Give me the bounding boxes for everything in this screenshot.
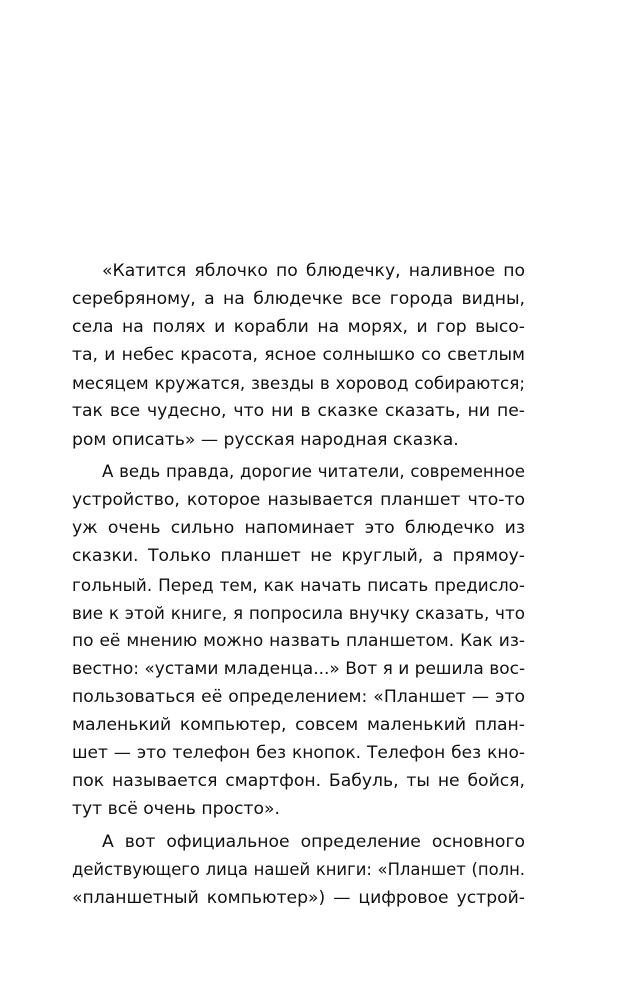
- text-line: вестно: «устами младенца...» Вот я и решила вос-: [72, 658, 526, 679]
- text-line: так все чудесно, что ни в сказке сказать, ни пе-: [72, 401, 525, 422]
- text-line: серебряному, а на блюдечке все города видны,: [72, 289, 525, 310]
- paragraph-1: [72, 257, 525, 454]
- text-line: «Катится яблочко по блюдечку, наливное по: [102, 261, 525, 281]
- text-line: тут всё очень просто».: [72, 799, 280, 820]
- body-text: [72, 257, 525, 917]
- paragraph-3: [72, 828, 525, 912]
- text-line: «планшетный компьютер») — цифровое устрой-: [72, 888, 525, 909]
- text-line: уж очень сильно напоминает это блюдечко из: [72, 518, 525, 539]
- text-line: А вот официальное определение основного: [102, 831, 525, 852]
- text-line: месяцем кружатся, звезды в хоровод собираются;: [72, 373, 525, 394]
- text-line: шет — это телефон без кнопок. Телефон без кно-: [72, 743, 525, 764]
- text-line: А ведь правда, дорогие читатели, современное: [102, 462, 525, 482]
- text-line: действующего лица нашей книги: «Планшет (полн.: [72, 859, 525, 879]
- text-line: маленький компьютер, совсем маленький план-: [72, 715, 525, 735]
- text-line: устройство, которое называется планшет что-то: [72, 490, 525, 511]
- text-line: по её мнению можно назвать планшетом. Как из-: [72, 630, 525, 651]
- paragraph-2: [72, 458, 525, 823]
- text-line: та, и небес красота, ясное солнышко со светлым: [72, 345, 525, 366]
- text-line: пользоваться её определением: «Планшет — это: [72, 686, 525, 707]
- text-line: ром описать» — русская народная сказка.: [72, 429, 459, 450]
- text-line: пок называется смартфон. Бабуль, ты не бойся,: [72, 771, 525, 792]
- text-line: села на полях и корабли на морях, и гор высо-: [72, 317, 525, 338]
- text-line: сказки. Только планшет не круглый, а прямоу-: [72, 546, 525, 567]
- text-line: гольный. Перед тем, как начать писать предисло-: [72, 574, 525, 595]
- text-line: вие к этой книге, я попросила внучку сказать, что: [72, 602, 525, 623]
